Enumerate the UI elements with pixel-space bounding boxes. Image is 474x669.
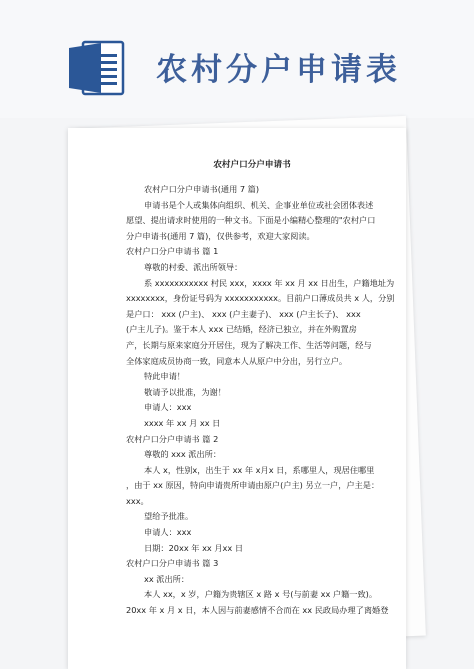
document-line: 敬请予以批准，为谢！ <box>144 386 226 397</box>
page-title: 农村分户申请表 <box>156 52 401 88</box>
document-line: 分户申请书(通用 7 篇)，仅供参考，欢迎大家阅读。 <box>126 230 315 241</box>
document-line: 特此申请！ <box>144 371 185 382</box>
document-line: ，由于 xx 原因，特向申请贵所申请由原户(户主) 另立一户，户主是： <box>126 480 380 491</box>
document-line: 望给予批准。 <box>144 511 194 522</box>
document-line: 系 xxxxxxxxxxx 村民 xxx，xxxx 年 xx 月 xx 日出生，户籍地址为 <box>144 277 395 288</box>
document-line: 农村户口分户申请书 篇 3 <box>126 558 219 569</box>
document-line: xxxx 年 xx 月 xx 日 <box>144 417 221 428</box>
document-line: 申请书是个人或集体向组织、机关、企事业单位或社会团体表述 <box>144 199 374 210</box>
document-line: 申请人：xxx <box>144 402 192 413</box>
document-line: xx 派出所： <box>144 573 190 584</box>
document-line: xxxxxxxx，身份证号码为 xxxxxxxxxxx。目前户口薄成员共 x 人，分别 <box>126 293 395 304</box>
document-line: 农村户口分户申请书(通用 7 篇) <box>144 184 260 194</box>
document-line: xxx。 <box>126 495 149 506</box>
document-line: 产，长期与原来家庭分开居住，现为了解决工作、生活等问题，经与 <box>126 339 372 350</box>
document-line: 日期：20xx 年 xx 月xx 日 <box>144 542 244 553</box>
word-document-icon <box>67 40 125 96</box>
document-line: 20xx 年 x 月 x 日，本人因与前妻感情不合而在 xx 民政局办理了离婚登 <box>126 605 389 616</box>
document-line: 尊敬的 xxx 派出所： <box>144 449 222 460</box>
document-title: 农村户口分户申请书 <box>213 160 291 170</box>
document-line: (户主儿子)。鉴于本人 xxx 已结婚，经济已独立，并在外购置房 <box>126 324 357 335</box>
document-line: 农村户口分户申请书 篇 2 <box>126 433 219 444</box>
header-banner <box>0 0 474 118</box>
document-line: 农村户口分户申请书 篇 1 <box>126 246 219 257</box>
document-line: 本人 xx，x 岁，户籍为贵辖区 x 路 x 号(与前妻 xx 户籍一致)。 <box>144 589 378 600</box>
document-page <box>68 128 406 669</box>
document-body <box>126 158 395 619</box>
document-line: 尊敬的村委、派出所领导： <box>144 261 243 272</box>
document-lines <box>126 182 395 619</box>
document-line: 全体家庭成员协商一致，同意本人从原户中分出，另行立户。 <box>126 355 348 366</box>
document-line: 愿望、提出请求时使用的一种文书。下面是小编精心整理的"农村户口 <box>126 215 376 226</box>
document-line: 申请人：xxx <box>144 527 192 538</box>
document-line: 是户口： xxx (户主)、 xxx (户主妻子)、 xxx (户主长子)、 xxx <box>126 308 361 319</box>
document-line: 本人 x，性别x，出生于 xx 年 x月x 日，系哪里人，现居住哪里 <box>144 464 375 475</box>
